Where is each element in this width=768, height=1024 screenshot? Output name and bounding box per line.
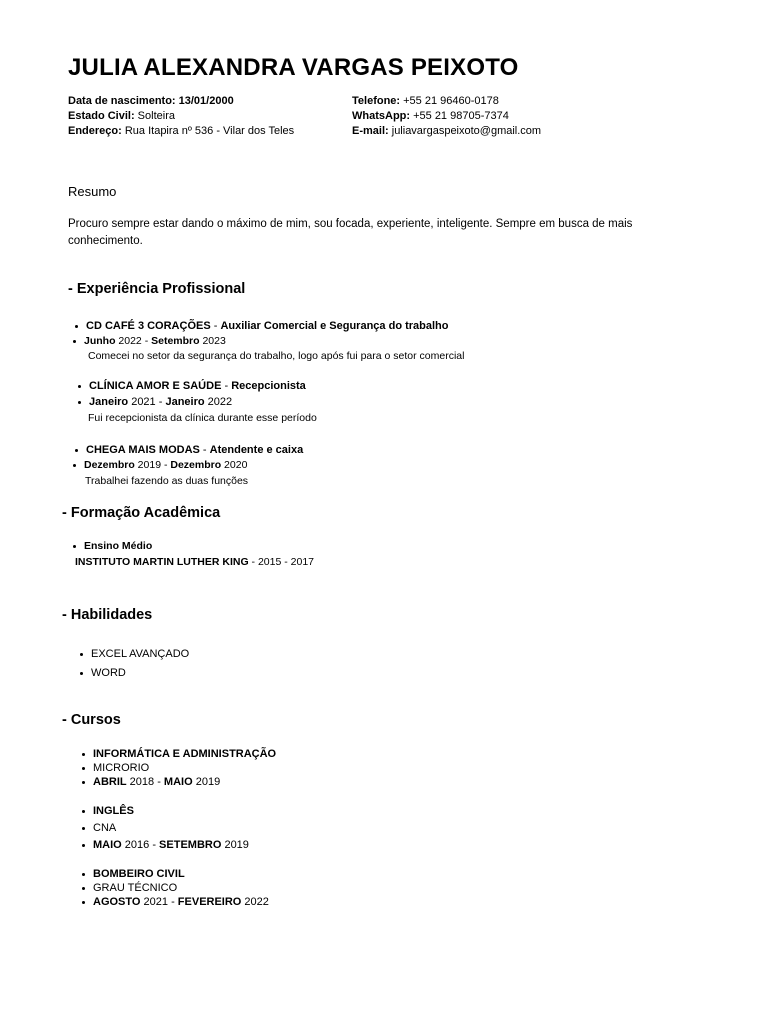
job-description: Fui recepcionista da clínica durante esse período: [88, 412, 317, 424]
experience-section-title: - Experiência Profissional: [68, 281, 246, 297]
job-period: Junho 2022 - Setembro 2023: [84, 335, 226, 347]
birth-date: Data de nascimento: 13/01/2000: [68, 95, 234, 107]
job-period: Janeiro 2021 - Janeiro 2022: [89, 396, 233, 408]
resumo-title: Resumo: [68, 184, 117, 199]
job-period: Dezembro 2019 - Dezembro 2020: [84, 459, 248, 471]
resumo-text: Procuro sempre estar dando o máximo de mim, sou focada, experiente, inteligente. Sempre em busca de mais conhecimento.: [68, 218, 633, 247]
email: E-mail: juliavargaspeixoto@gmail.com: [352, 125, 542, 137]
education-school: INSTITUTO MARTIN LUTHER KING - 2015 - 2017: [75, 556, 315, 568]
course-name: BOMBEIRO CIVIL: [93, 868, 185, 880]
course-institution: GRAU TÉCNICO: [93, 882, 178, 894]
job-title-line: CD CAFÉ 3 CORAÇÕES - Auxiliar Comercial e Segurança do trabalho: [86, 320, 449, 332]
skill-item: WORD: [91, 667, 126, 679]
course-period: AGOSTO 2021 - FEVEREIRO 2022: [93, 896, 269, 908]
phone: Telefone: +55 21 96460-0178: [352, 95, 499, 107]
address: Endereço: Rua Itapira nº 536 - Vilar dos Teles: [68, 125, 295, 137]
course-name: INFORMÁTICA E ADMINISTRAÇÃO: [93, 748, 277, 760]
course-institution: MICRORIO: [93, 762, 150, 774]
education-section-title: - Formação Acadêmica: [62, 505, 221, 521]
course-period: MAIO 2016 - SETEMBRO 2019: [93, 839, 249, 851]
job-description: Comecei no setor da segurança do trabalho, logo após fui para o setor comercial: [88, 350, 465, 362]
civil-status: Estado Civil: Solteira: [68, 110, 175, 122]
courses-section-title: - Cursos: [62, 712, 121, 728]
skill-item: EXCEL AVANÇADO: [91, 648, 190, 660]
course-name: INGLÊS: [93, 805, 134, 817]
course-institution: CNA: [93, 822, 117, 834]
education-level: Ensino Médio: [84, 540, 153, 552]
job-title-line: CHEGA MAIS MODAS - Atendente e caixa: [86, 444, 304, 456]
course-period: ABRIL 2018 - MAIO 2019: [93, 776, 221, 788]
candidate-name: JULIA ALEXANDRA VARGAS PEIXOTO: [68, 54, 519, 81]
skills-section-title: - Habilidades: [62, 607, 153, 623]
job-description: Trabalhei fazendo as duas funções: [85, 475, 249, 487]
whatsapp: WhatsApp: +55 21 98705-7374: [352, 110, 509, 122]
job-title-line: CLÍNICA AMOR E SAÚDE - Recepcionista: [89, 380, 306, 392]
